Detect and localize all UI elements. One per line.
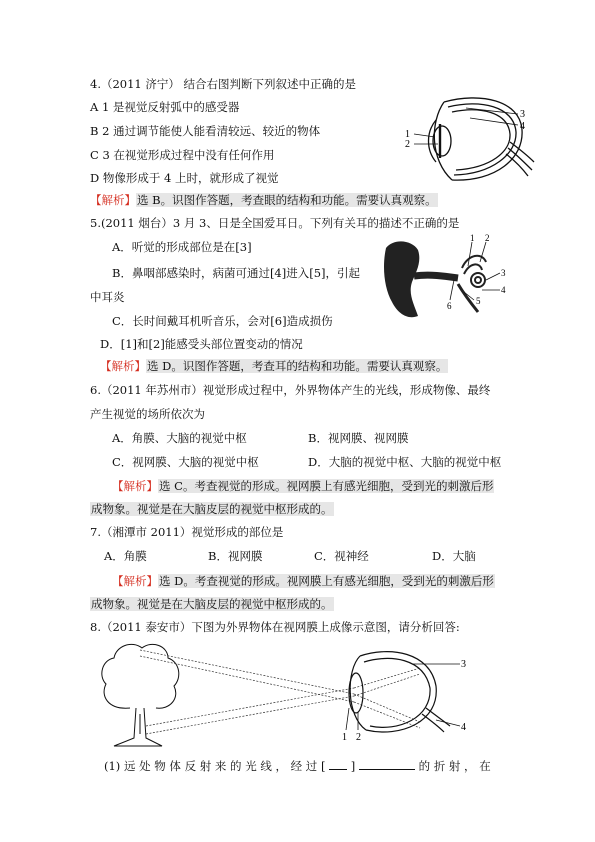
q7-option-a: A．角膜: [104, 549, 147, 563]
q5-option-a: A．听觉的形成部位是在[3]: [112, 240, 252, 254]
tree-drawing: [102, 644, 179, 746]
label-4: 4: [461, 722, 466, 733]
q4-option-d: D 物像形成于 4 上时，就形成了视觉: [90, 171, 279, 185]
label-5: 5: [476, 296, 481, 306]
sub1-text-part3: 的 折 射 ， 在: [418, 759, 491, 773]
analysis-text: 选 D。识图作答题，考查耳的结构和功能。需要认真观察。: [147, 359, 448, 373]
analysis-text: 选 B。识图作答题，考查眼的结构和功能。需要认真观察。: [137, 193, 437, 207]
q7-analysis-line1: [112, 573, 495, 589]
label-3: 3: [501, 268, 506, 278]
q4-analysis: [90, 192, 438, 208]
q6-analysis-line1: [112, 478, 494, 494]
analysis-tag: 【解析】: [112, 574, 158, 588]
label-line-1: [468, 242, 472, 266]
label-line-1: [414, 134, 435, 137]
analysis-text: 选 D。考查视觉的形成。视网膜上有感光细胞，受到光的刺激后形: [159, 574, 494, 588]
analysis-text: 成物象。视觉是在大脑皮层的视觉中枢形成的。: [91, 502, 333, 516]
q6-option-c: C．视网膜、大脑的视觉中枢: [112, 455, 259, 469]
sub1-text-part2: ]: [350, 759, 356, 773]
retina-imaging-figure: [90, 638, 470, 748]
q4-option-b: B 2 通过调节能使人能看清较远、较近的物体: [90, 124, 321, 138]
label-line-1: [346, 708, 349, 730]
ear-canal: [414, 275, 458, 278]
q6-option-d: D．大脑的视觉中枢、大脑的视觉中枢: [308, 455, 502, 469]
label-2: 2: [356, 732, 361, 743]
label-4: 4: [501, 285, 506, 295]
label-3: 3: [520, 109, 525, 120]
auricle: [384, 241, 419, 317]
label-line-6: [450, 280, 454, 300]
analysis-tag: 【解析】: [90, 193, 136, 207]
ear-structure-figure: [378, 232, 508, 322]
q6-option-a: A．角膜、大脑的视觉中枢: [112, 431, 247, 445]
analysis-tag: 【解析】: [100, 359, 146, 373]
bracket-answer-blank[interactable]: [329, 769, 347, 770]
q7-stem: 7.（湘潭市 2011）视觉形成的部位是: [90, 525, 284, 539]
label-line-3: [486, 273, 500, 280]
q6-stem-line2: 产生视觉的场所依次为: [90, 407, 205, 421]
q8-stem: 8.（2011 泰安市）下图为外界物体在视网膜上成像示意图，请分析回答:: [90, 620, 460, 634]
structure-answer-blank[interactable]: [359, 769, 415, 770]
label-1: 1: [470, 233, 475, 243]
light-rays: [140, 650, 420, 734]
q5-option-b: B．鼻咽部感染时，病菌可通过[4]进入[5]，引起: [112, 266, 361, 280]
q7-option-d: D．大脑: [432, 549, 476, 563]
label-2: 2: [405, 139, 410, 150]
analysis-text: 选 C。考查视觉的形成。视网膜上有感光细胞，受到光的刺激后形: [159, 479, 494, 493]
q5-option-c: C．长时间戴耳机听音乐，会对[6]造成损伤: [112, 314, 333, 328]
label-2: 2: [485, 233, 490, 243]
q7-analysis-line2: [90, 596, 334, 612]
label-4: 4: [520, 121, 525, 132]
q6-option-b: B．视网膜、视网膜: [308, 431, 409, 445]
q6-analysis-line2: [90, 501, 334, 517]
label-3: 3: [461, 659, 466, 670]
q4-option-a: A 1 是视觉反射弧中的感受器: [90, 100, 240, 114]
analysis-tag: 【解析】: [112, 479, 158, 493]
sub1-text-part1: (1) 远 处 物 体 反 射 来 的 光 线 ， 经 过 [: [104, 759, 326, 773]
q5-option-b-cont: 中耳炎: [90, 290, 125, 304]
label-6: 6: [447, 301, 452, 311]
q4-stem: 4.（2011 济宁） 结合右图判断下列叙述中正确的是: [90, 77, 357, 91]
q7-option-b: B．视网膜: [208, 549, 263, 563]
q4-option-c: C 3 在视觉形成过程中没有任何作用: [90, 148, 275, 162]
q7-option-c: C．视神经: [314, 549, 369, 563]
q8-sub1: [104, 758, 491, 774]
q6-stem-line1: 6.（2011 年苏州市）视觉形成过程中，外界物体产生的光线，形成物像、最终: [90, 383, 491, 397]
eye-structure-figure: [400, 92, 540, 192]
q5-option-d: D．[1]和[2]能感受头部位置变动的情况: [100, 337, 303, 351]
label-1: 1: [342, 732, 347, 743]
q5-stem: 5.(2011 烟台）3 月 3、日是全国爱耳日。下列有关耳的描述不正确的是: [90, 216, 460, 230]
q5-analysis: [100, 358, 448, 374]
label-1: 1: [405, 129, 410, 140]
label-line-4: [470, 118, 518, 125]
analysis-text: 成物象。视觉是在大脑皮层的视觉中枢形成的。: [91, 597, 333, 611]
